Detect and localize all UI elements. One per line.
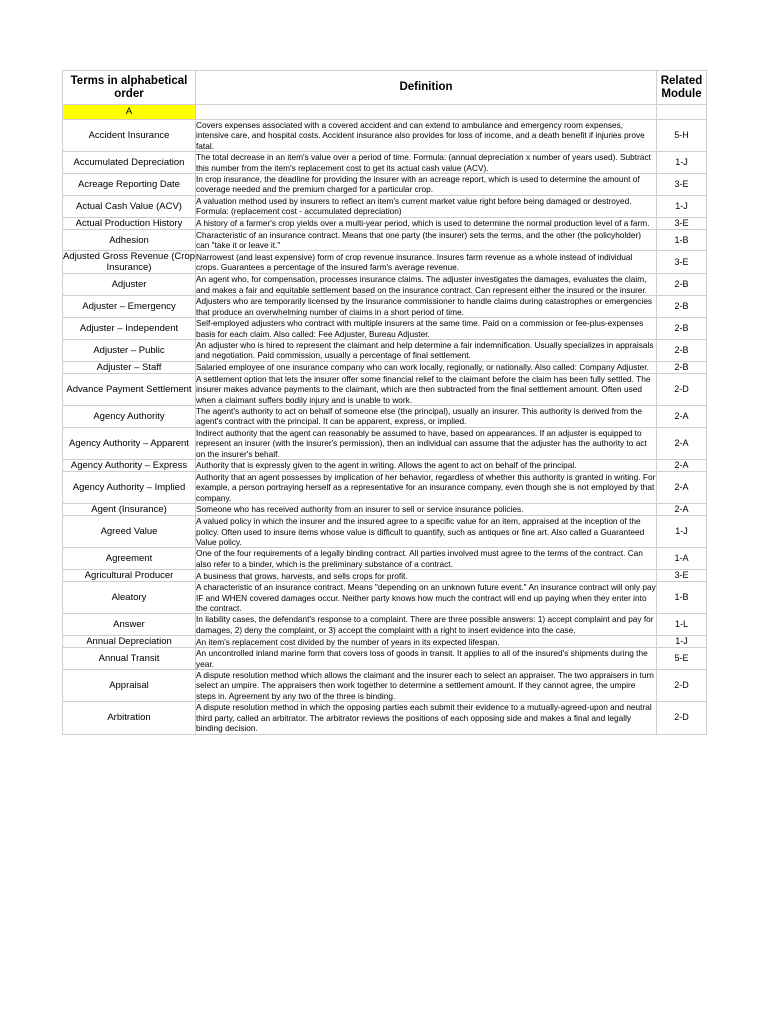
definition-cell: One of the four requirements of a legally binding contract. All parties involved must agree to the terms of the contract. Can also refer to a binder, which is the preliminary substance of a contract. xyxy=(196,548,657,570)
definition-cell: The total decrease in an item's value over a period of time. Formula: (annual depreciation x number of years used). Subtract this number from the item's replacement cost to get its actual cash value (ACV). xyxy=(196,152,657,174)
term-cell: Adjuster xyxy=(63,274,196,296)
definition-cell: A dispute resolution method in which the opposing parties each submit their evidence to a mutually-agreed-upon and neutral third party, called an arbitrator. The arbitrator reviews the positions of each opposing side and makes a final and legally binding decision. xyxy=(196,702,657,734)
module-cell: 2-D xyxy=(657,670,707,702)
term-cell: Appraisal xyxy=(63,670,196,702)
section-row xyxy=(63,105,707,120)
module-cell: 2-A xyxy=(657,471,707,503)
definition-cell: An uncontrolled inland marine form that covers loss of goods in transit. It applies to all of the insured's shipments during the year. xyxy=(196,648,657,670)
definition-cell: The agent's authority to act on behalf of someone else (the principal), usually an insurer. This authority is derived from the agent's contract with the principal. It can be apparent, express, or implied. xyxy=(196,405,657,427)
definition-cell: A valued policy in which the insurer and the insured agree to a specific value for an item, appraised at the inception of the policy. Often used to insure items whose value is difficult to quantify, such as antiques or fine art. Also called a Guaranteed Value policy. xyxy=(196,516,657,548)
definition-cell: An item's replacement cost divided by the number of years in its expected lifespan. xyxy=(196,636,657,648)
table-row xyxy=(63,373,707,405)
term-cell: Adjuster – Staff xyxy=(63,361,196,373)
definition-cell: Narrowest (and least expensive) form of crop revenue insurance. Insures farm revenue as a whole instead of individual crops. Guarantees a percentage of the insured farm's average revenue. xyxy=(196,251,657,274)
glossary-sheet xyxy=(62,70,706,735)
definition-cell: In crop insurance, the deadline for providing the insurer with an acreage report, which is used to determine the amount of coverage needed and the premium charged for a particular crop. xyxy=(196,174,657,196)
table-row xyxy=(63,405,707,427)
definition-cell: Characteristic of an insurance contract. Means that one party (the insurer) sets the terms, and the other (the policyholder) can "take it or leave it." xyxy=(196,229,657,251)
table-row xyxy=(63,548,707,570)
term-cell: Agent (Insurance) xyxy=(63,504,196,516)
definition-cell: An agent who, for compensation, processes insurance claims. The adjuster investigates the damages, evaluates the claim, and makes a fair and equitable settlement based on the insurance contract. Can represent either the insured or the insurer. xyxy=(196,274,657,296)
definition-cell: An adjuster who is hired to represent the claimant and help determine a fair indemnification. Usually specializes in appraisals and negotiation. Paid commission, usually a percentage of final settlement. xyxy=(196,339,657,361)
term-cell: Agreed Value xyxy=(63,516,196,548)
module-cell: 1-J xyxy=(657,195,707,217)
section-empty-cell xyxy=(657,105,707,120)
table-row xyxy=(63,229,707,251)
term-cell: Aleatory xyxy=(63,582,196,614)
term-cell: Advance Payment Settlement xyxy=(63,373,196,405)
definition-cell: Indirect authority that the agent can reasonably be assumed to have, based on appearances. If an adjuster is equipped to represent an insurer (with the insurer's permission), then an individual can assume that the adjuster has the authority to act on the insurer's behalf. xyxy=(196,427,657,459)
definition-cell: In liability cases, the defendant's response to a complaint. There are three possible answers: 1) accept complaint and pay for damages, 2) deny the complaint, or 3) accept the complaint with a right to insert evidence into the case. xyxy=(196,614,657,636)
definition-cell: Salaried employee of one insurance company who can work locally, regionally, or nationally. Also called: Company Adjuster. xyxy=(196,361,657,373)
table-row xyxy=(63,274,707,296)
module-cell: 3-E xyxy=(657,570,707,582)
module-cell: 1-L xyxy=(657,614,707,636)
definition-cell: A history of a farmer's crop yields over a multi-year period, which is used to determine the normal production level of a farm. xyxy=(196,217,657,229)
term-cell: Accident Insurance xyxy=(63,120,196,152)
module-cell: 5-E xyxy=(657,648,707,670)
term-cell: Adjuster – Public xyxy=(63,339,196,361)
term-cell: Accumulated Depreciation xyxy=(63,152,196,174)
table-row xyxy=(63,174,707,196)
table-row xyxy=(63,582,707,614)
definition-cell: A business that grows, harvests, and sells crops for profit. xyxy=(196,570,657,582)
term-cell: Arbitration xyxy=(63,702,196,734)
term-cell: Annual Transit xyxy=(63,648,196,670)
table-row xyxy=(63,670,707,702)
table-row xyxy=(63,361,707,373)
term-cell: Agreement xyxy=(63,548,196,570)
glossary-table xyxy=(62,70,707,735)
table-row xyxy=(63,217,707,229)
term-cell: Agency Authority – Express xyxy=(63,459,196,471)
module-cell: 5-H xyxy=(657,120,707,152)
module-cell: 2-B xyxy=(657,361,707,373)
term-cell: Agricultural Producer xyxy=(63,570,196,582)
table-row xyxy=(63,459,707,471)
section-empty-cell xyxy=(196,105,657,120)
module-cell: 2-B xyxy=(657,296,707,318)
section-letter: A xyxy=(63,105,196,120)
module-cell: 3-E xyxy=(657,174,707,196)
definition-cell: Someone who has received authority from an insurer to sell or service insurance policies. xyxy=(196,504,657,516)
term-cell: Annual Depreciation xyxy=(63,636,196,648)
definition-cell: A dispute resolution method which allows the claimant and the insurer each to select an appraiser. The two appraisers in turn select an umpire. The appraisers then work together to determine a settlement amount. If they cannot agree, the umpire steps in. Agreement by any two of the three is binding. xyxy=(196,670,657,702)
term-cell: Acreage Reporting Date xyxy=(63,174,196,196)
module-cell: 1-J xyxy=(657,152,707,174)
definition-cell: A settlement option that lets the insurer offer some financial relief to the claimant before the claim has been fully settled. The insurer makes advance payments to the claimant, which are then subtracted from the final settlement amount. Often used when a claimant suffers bodily injury and is unable to work. xyxy=(196,373,657,405)
definition-cell: Authority that is expressly given to the agent in writing. Allows the agent to act on behalf of the principal. xyxy=(196,459,657,471)
module-cell: 1-A xyxy=(657,548,707,570)
table-row xyxy=(63,570,707,582)
term-cell: Agency Authority – Implied xyxy=(63,471,196,503)
table-row xyxy=(63,702,707,734)
table-row xyxy=(63,504,707,516)
definition-cell: Covers expenses associated with a covered accident and can extend to ambulance and emergency room expenses, intensive care, and hospital costs. Accident insurance also provides for loss of income, and a death benefit if injuries prove fatal. xyxy=(196,120,657,152)
table-row xyxy=(63,251,707,274)
module-cell: 3-E xyxy=(657,217,707,229)
module-cell: 2-D xyxy=(657,373,707,405)
term-cell: Actual Cash Value (ACV) xyxy=(63,195,196,217)
definition-cell: Self-employed adjusters who contract with multiple insurers at the same time. Paid on a commission or fee-plus-expenses basis for each claim. Also called: Fee Adjuster, Bureau Adjuster. xyxy=(196,318,657,340)
table-row xyxy=(63,427,707,459)
module-cell: 2-A xyxy=(657,405,707,427)
module-cell: 2-A xyxy=(657,459,707,471)
module-cell: 1-B xyxy=(657,229,707,251)
table-row xyxy=(63,318,707,340)
module-cell: 2-B xyxy=(657,274,707,296)
module-cell: 2-D xyxy=(657,702,707,734)
definition-cell: A characteristic of an insurance contract. Means "depending on an unknown future event." An insurance contract will only pay IF and WHEN covered damages occur. Neither party knows how much the contract will end up paying when they enter into the contract. xyxy=(196,582,656,614)
header-row xyxy=(63,71,707,105)
header-definition: Definition xyxy=(196,71,657,105)
table-row xyxy=(63,648,707,670)
table-row xyxy=(63,516,707,548)
table-row xyxy=(63,120,707,152)
term-cell: Adjuster – Independent xyxy=(63,318,196,340)
module-cell: 2-A xyxy=(657,504,707,516)
module-cell: 3-E xyxy=(657,251,707,274)
term-cell: Adjusted Gross Revenue (Crop Insurance) xyxy=(63,251,196,274)
module-cell: 2-B xyxy=(657,318,707,340)
term-cell: Agency Authority – Apparent xyxy=(63,427,196,459)
table-row xyxy=(63,296,707,318)
header-module: Related Module xyxy=(657,71,707,105)
term-cell: Actual Production History xyxy=(63,217,196,229)
header-term: Terms in alphabetical order xyxy=(63,71,196,105)
term-cell: Adhesion xyxy=(63,229,196,251)
module-cell: 1-J xyxy=(657,516,707,548)
definition-cell: Authority that an agent possesses by implication of her behavior, regardless of whether this authority is granted in writing. For example, a person portraying herself as a representative for an insurance company, even though she is not employed by that company. xyxy=(196,471,656,503)
term-cell: Answer xyxy=(63,614,196,636)
table-row xyxy=(63,339,707,361)
module-cell: 1-J xyxy=(657,636,707,648)
module-cell: 2-B xyxy=(657,339,707,361)
table-row xyxy=(63,471,707,503)
table-row xyxy=(63,152,707,174)
module-cell: 1-B xyxy=(657,582,707,614)
table-row xyxy=(63,614,707,636)
term-cell: Agency Authority xyxy=(63,405,196,427)
definition-cell: A valuation method used by insurers to reflect an item's current market value right before being damaged or destroyed. Formula: (replacement cost - accumulated depreciation) xyxy=(196,195,657,217)
table-row xyxy=(63,195,707,217)
glossary-body xyxy=(63,105,707,735)
definition-cell: Adjusters who are temporarily licensed by the insurance commissioner to handle claims during catastrophes or emergencies that produce an overwhelming number of claims in a short period of time. xyxy=(196,296,657,318)
module-cell: 2-A xyxy=(657,427,707,459)
term-cell: Adjuster – Emergency xyxy=(63,296,196,318)
table-row xyxy=(63,636,707,648)
